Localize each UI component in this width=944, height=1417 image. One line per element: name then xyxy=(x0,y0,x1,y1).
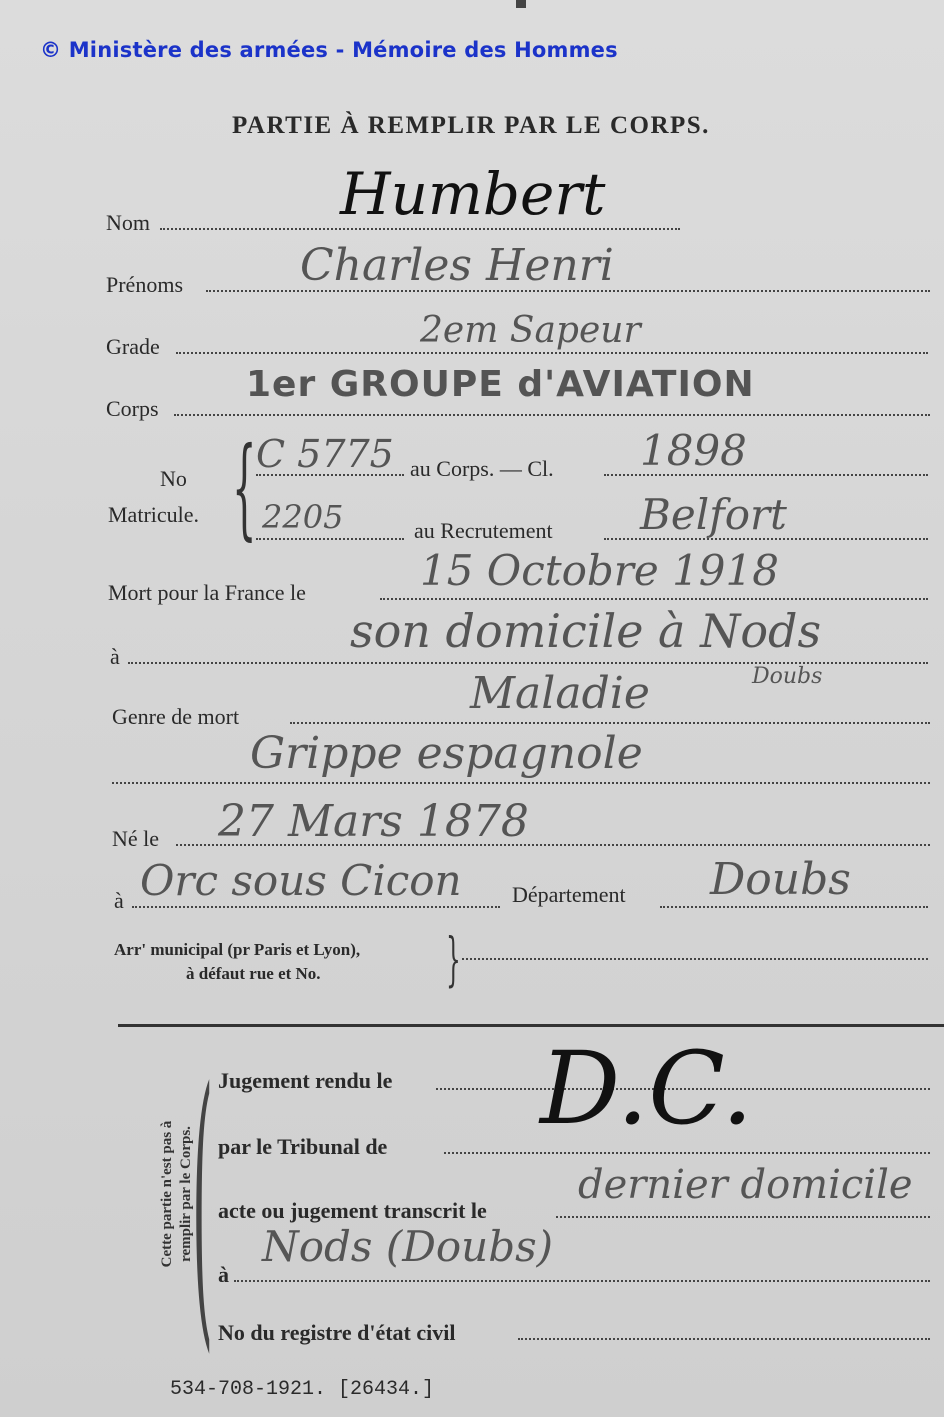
tribunal-line xyxy=(444,1152,930,1154)
acte-line xyxy=(556,1216,930,1218)
matricule-corps-line xyxy=(256,474,404,476)
mort-line xyxy=(380,598,928,600)
nom-label: Nom xyxy=(106,210,150,235)
arr-brace: } xyxy=(446,925,461,993)
tribunal-label: par le Tribunal de xyxy=(218,1134,388,1159)
corps-label: Corps xyxy=(106,396,159,421)
genre-line-2 xyxy=(112,782,930,784)
matricule-label: Matricule. xyxy=(108,502,200,527)
lower-a-line xyxy=(234,1280,930,1282)
corps-stamp: 1er GROUPE d'AVIATION xyxy=(246,364,755,405)
form-heading: PARTIE À REMPLIR PAR LE CORPS. xyxy=(232,112,710,139)
mort-lieu-note: Doubs xyxy=(752,664,823,689)
lower-a-label: à xyxy=(218,1262,229,1287)
ne-value: 27 Mars 1878 xyxy=(218,796,529,847)
prenoms-value: Charles Henri xyxy=(300,240,614,291)
nom-value: Humbert xyxy=(340,160,606,228)
nom-line xyxy=(160,228,680,230)
matricule-corps-number: C 5775 xyxy=(256,432,394,476)
departement-label: Département xyxy=(512,882,626,907)
matricule-recrutement-line xyxy=(256,538,404,540)
genre-line xyxy=(290,722,930,724)
recrutement-place: Belfort xyxy=(640,490,787,539)
arr-label-1: Arr' municipal (pr Paris et Lyon), xyxy=(114,940,361,959)
arr-label-2: à défaut rue et No. xyxy=(186,964,321,983)
lower-brace: ( xyxy=(192,1029,214,1378)
print-reference: 534-708-1921. [26434.] xyxy=(170,1378,435,1401)
acte-value: dernier domicile xyxy=(578,1162,913,1208)
au-recrutement-label: au Recrutement xyxy=(414,518,553,543)
ne-lieu-label: à xyxy=(114,888,124,913)
mort-lieu-value: son domicile à Nods xyxy=(350,604,822,658)
scan-mark xyxy=(516,0,526,8)
prenoms-label: Prénoms xyxy=(106,272,183,297)
side-note: Cette partie n'est pas à remplir par le Corps. xyxy=(159,1120,194,1268)
genre-value-2: Grippe espagnole xyxy=(250,728,643,779)
grade-label: Grade xyxy=(106,334,160,359)
matricule-no-label: No xyxy=(160,466,187,491)
classe-value: 1898 xyxy=(640,426,747,475)
mort-value: 15 Octobre 1918 xyxy=(420,546,779,595)
corps-line xyxy=(174,414,930,416)
mort-label: Mort pour la France le xyxy=(108,580,306,605)
jugement-label: Jugement rendu le xyxy=(218,1068,393,1093)
mort-lieu-label: à xyxy=(110,644,120,669)
lower-a-value: Nods (Doubs) xyxy=(262,1222,554,1271)
arr-line xyxy=(462,958,928,960)
registre-label: No du registre d'état civil xyxy=(218,1320,456,1345)
ne-label: Né le xyxy=(112,826,160,851)
acte-label: acte ou jugement transcrit le xyxy=(218,1198,487,1223)
grade-value: 2em Sapeur xyxy=(420,310,641,351)
departement-value: Doubs xyxy=(710,854,851,905)
ne-lieu-value: Orc sous Cicon xyxy=(140,856,462,905)
au-corps-label: au Corps. — Cl. xyxy=(410,456,554,481)
ne-lieu-line xyxy=(132,906,500,908)
matricule-brace: { xyxy=(232,423,257,551)
departement-line xyxy=(660,906,928,908)
matricule-recrutement-number: 2205 xyxy=(262,498,344,536)
registre-line xyxy=(518,1338,930,1340)
genre-label: Genre de mort xyxy=(112,704,240,729)
grade-line xyxy=(176,352,928,354)
copyright-watermark: © Ministère des armées - Mémoire des Hommes xyxy=(40,38,618,62)
initials-value: D.C. xyxy=(540,1030,754,1147)
genre-value: Maladie xyxy=(470,668,650,719)
section-divider xyxy=(118,1024,944,1027)
